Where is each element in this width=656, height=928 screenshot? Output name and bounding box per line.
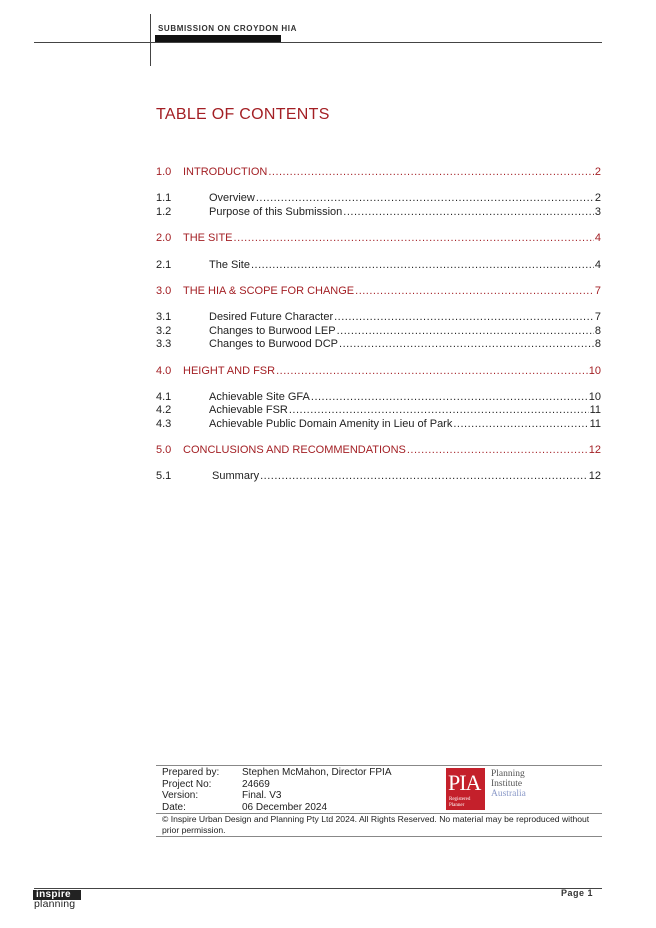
project-no-row (162, 779, 392, 791)
header-vertical-rule (150, 14, 151, 66)
toc-leader (268, 166, 594, 179)
toc-subsection-title: Desired Future Character (209, 311, 334, 324)
toc-section-3[interactable] (156, 285, 601, 298)
toc-leader (355, 285, 594, 298)
toc-subsection-4-3[interactable] (156, 418, 601, 431)
toc-section-title: HEIGHT AND FSR (183, 364, 276, 377)
toc-subsection-number: 4.2 (156, 404, 172, 417)
toc-section-number: 2.0 (156, 232, 172, 245)
table-of-contents (156, 166, 601, 484)
pia-name-line1: Planning (491, 769, 525, 779)
pia-logo-mark (446, 768, 485, 810)
toc-leader (453, 418, 588, 431)
toc-subsection-number: 4.1 (156, 390, 172, 403)
toc-subsection-title: Changes to Burwood LEP (209, 324, 336, 337)
toc-subsection-1-1[interactable] (156, 192, 601, 205)
toc-subsection-2-1[interactable] (156, 259, 601, 272)
toc-subsection-title: Achievable Public Domain Amenity in Lieu of Park (209, 417, 453, 430)
toc-subsection-5-1[interactable] (156, 470, 601, 483)
toc-leader (339, 338, 594, 351)
toc-leader (289, 404, 589, 417)
toc-page-number: 10 (588, 364, 601, 377)
toc-page-number: 8 (594, 338, 601, 351)
toc-subsection-1-2[interactable] (156, 206, 601, 219)
toc-subsection-title: Achievable FSR (209, 404, 288, 417)
toc-page-number: 11 (589, 404, 601, 417)
pia-logo-letters: PIA (448, 770, 481, 795)
toc-page-number: 2 (594, 166, 601, 178)
toc-subsection-title: Summary (209, 470, 260, 483)
date-row (162, 802, 392, 814)
toc-page-number: 4 (594, 258, 601, 271)
pia-logo-name (491, 769, 526, 799)
toc-page-number: 2 (594, 192, 601, 205)
toc-leader (251, 259, 594, 272)
toc-section-2[interactable] (156, 232, 601, 245)
toc-page-number: 8 (594, 324, 601, 337)
toc-subsection-title: Overview (209, 192, 255, 205)
footer-rule (34, 888, 602, 889)
toc-subsection-title: Achievable Site GFA (209, 390, 310, 403)
prepared-by-value: Stephen McMahon, Director FPIA (242, 767, 392, 778)
toc-leader (234, 232, 594, 245)
header-document-title: SUBMISSION ON CROYDON HIA (158, 24, 298, 33)
toc-leader (260, 470, 588, 483)
info-top-rule (156, 765, 602, 766)
toc-section-number: 1.0 (156, 166, 172, 178)
toc-subsection-4-2[interactable] (156, 404, 601, 417)
toc-section-title: THE HIA & SCOPE FOR CHANGE (183, 284, 355, 297)
header-horizontal-rule (34, 42, 602, 43)
document-metadata (162, 767, 392, 813)
toc-section-title: INTRODUCTION (183, 166, 268, 178)
version-label: Version: (162, 790, 199, 802)
toc-subsection-number: 4.3 (156, 417, 172, 430)
version-row (162, 790, 392, 802)
toc-title: TABLE OF CONTENTS (156, 106, 330, 123)
toc-section-4[interactable] (156, 365, 601, 378)
toc-page-number: 10 (588, 390, 601, 403)
toc-leader (311, 391, 588, 404)
toc-subsection-title: The Site (209, 258, 250, 271)
toc-page-number: 12 (588, 470, 601, 483)
pia-logo (446, 768, 546, 810)
toc-subsection-3-1[interactable] (156, 311, 601, 324)
toc-subsection-3-3[interactable] (156, 338, 601, 351)
toc-page-number: 4 (594, 232, 601, 245)
toc-leader (407, 444, 588, 457)
toc-section-title: THE SITE (183, 232, 233, 245)
toc-subsection-number: 2.1 (156, 258, 172, 271)
toc-leader (337, 325, 594, 338)
toc-subsection-4-1[interactable] (156, 391, 601, 404)
toc-page-number: 12 (588, 444, 601, 457)
header-black-bar (155, 35, 281, 42)
toc-subsection-number: 1.2 (156, 205, 172, 218)
date-label: Date: (162, 801, 186, 813)
toc-section-number: 5.0 (156, 444, 172, 457)
prepared-by-row (162, 767, 392, 779)
toc-subsection-3-2[interactable] (156, 325, 601, 338)
toc-subsection-title: Changes to Burwood DCP (209, 338, 339, 351)
logo-bottom-text: planning (34, 898, 76, 910)
toc-page-number: 7 (594, 284, 601, 297)
toc-section-number: 4.0 (156, 364, 172, 377)
toc-subsection-number: 5.1 (156, 470, 172, 483)
project-no-value: 24669 (242, 778, 270, 790)
project-no-label: Project No: (162, 778, 212, 790)
toc-subsection-number: 1.1 (156, 192, 172, 205)
date-value: 06 December 2024 (242, 801, 328, 813)
toc-section-number: 3.0 (156, 284, 172, 297)
pia-name-line3: Australia (491, 789, 526, 799)
toc-section-1[interactable] (156, 166, 601, 179)
toc-leader (343, 206, 594, 219)
version-value: Final. V3 (242, 790, 282, 802)
toc-leader (256, 192, 594, 205)
toc-leader (334, 311, 594, 324)
pia-registered-planner: Registered Planner (449, 797, 471, 808)
toc-section-title: CONCLUSIONS AND RECOMMENDATIONS (183, 444, 406, 457)
copyright-notice: © Inspire Urban Design and Planning Pty Ltd 2024. All Rights Reserved. No material may be reproduced without prior permission. (162, 814, 590, 835)
page-number: Page 1 (561, 888, 594, 898)
prepared-by-label: Prepared by: (162, 767, 220, 778)
toc-page-number: 11 (589, 417, 601, 430)
toc-subsection-number: 3.1 (156, 311, 172, 324)
pia-name-line2: Institute (491, 779, 523, 789)
logo-top-text: inspire (36, 889, 71, 900)
info-bottom-rule (156, 836, 602, 837)
toc-section-5[interactable] (156, 444, 601, 457)
toc-subsection-title: Purpose of this Submission (209, 205, 343, 218)
toc-leader (276, 365, 588, 378)
inspire-planning-logo (33, 890, 81, 910)
toc-subsection-number: 3.2 (156, 324, 172, 337)
toc-page-number: 7 (594, 311, 601, 324)
toc-page-number: 3 (594, 205, 601, 218)
toc-subsection-number: 3.3 (156, 338, 172, 351)
